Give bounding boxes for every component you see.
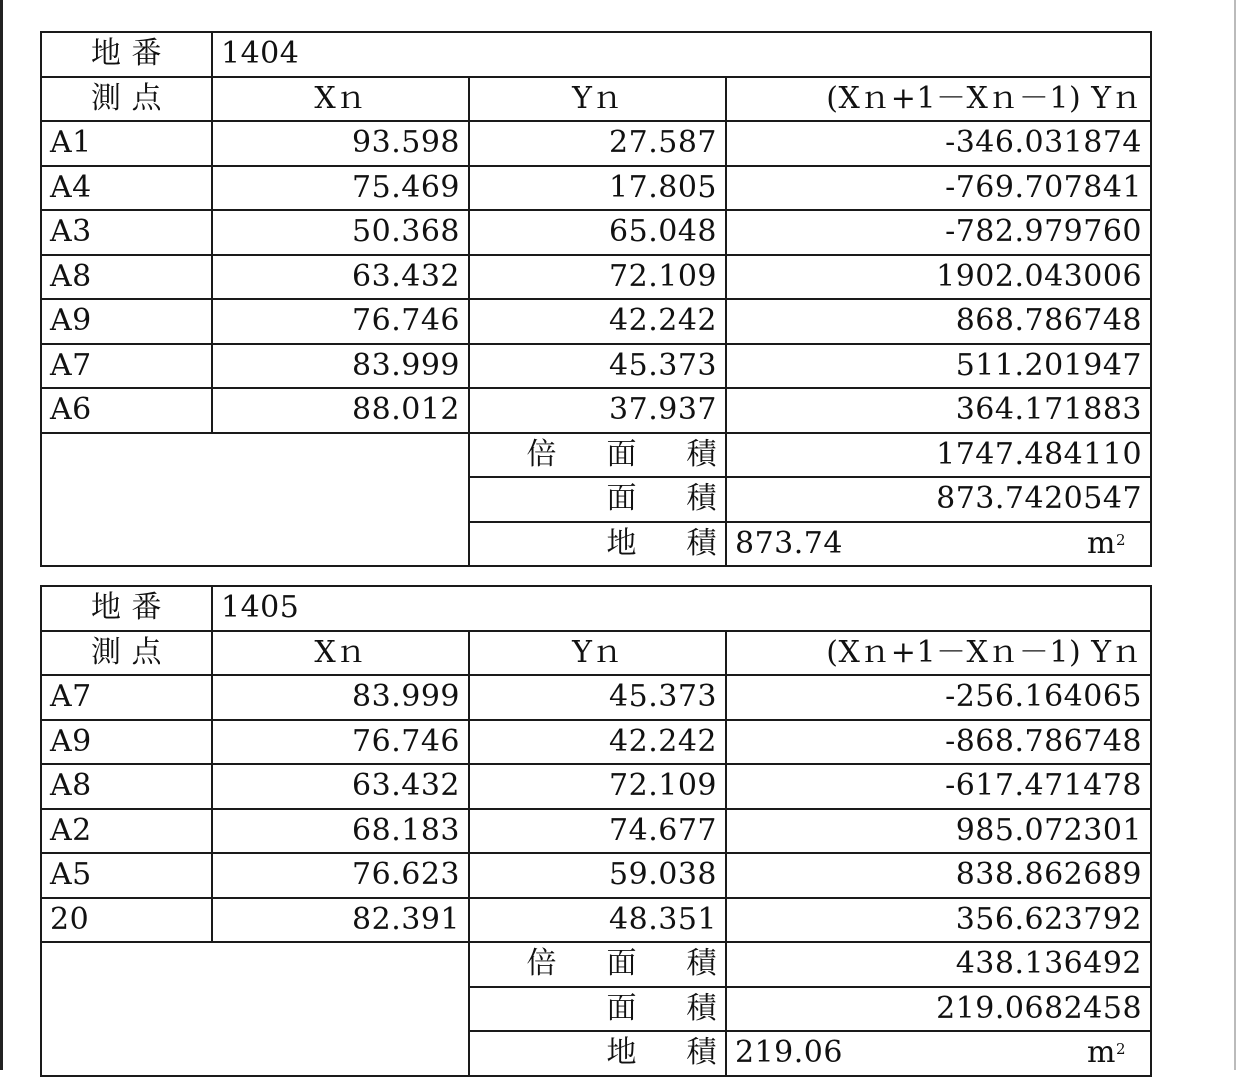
table-row: [41, 898, 1151, 943]
lot-number: 1405: [212, 586, 1151, 631]
point-cell: A6: [41, 388, 212, 433]
point-cell: A4: [41, 166, 212, 211]
header-row: [41, 77, 1151, 122]
yn-cell: 59.038: [469, 853, 726, 898]
xn-cell: 76.746: [212, 299, 469, 344]
table-row: [41, 121, 1151, 166]
area-table-1405: [40, 585, 1152, 1077]
product-cell: -617.471478: [726, 764, 1151, 809]
area-table-1404: [40, 31, 1152, 567]
table-row: [41, 720, 1151, 765]
header-formula: (Xｎ+1－Xｎ－1) Yｎ: [726, 631, 1151, 676]
double-area-value: 438.136492: [726, 942, 1151, 987]
table-row: [41, 210, 1151, 255]
point-cell: A1: [41, 121, 212, 166]
land-area-label: 地 積: [469, 522, 726, 567]
yn-cell: 42.242: [469, 299, 726, 344]
product-cell: -769.707841: [726, 166, 1151, 211]
point-cell: A8: [41, 255, 212, 300]
product-cell: -782.979760: [726, 210, 1151, 255]
yn-cell: 72.109: [469, 764, 726, 809]
product-cell: -346.031874: [726, 121, 1151, 166]
square-meter-unit: $m^2$: [1087, 1035, 1127, 1070]
product-cell: 364.171883: [726, 388, 1151, 433]
double-area-row: [41, 942, 1151, 987]
product-cell: -256.164065: [726, 675, 1151, 720]
yn-cell: 72.109: [469, 255, 726, 300]
product-cell: -868.786748: [726, 720, 1151, 765]
header-xn: Xｎ: [212, 77, 469, 122]
square-meter-unit: $m^2$: [1087, 525, 1127, 561]
table-row: [41, 675, 1151, 720]
header-yn: Yｎ: [469, 631, 726, 676]
header-formula: (Xｎ+1－Xｎ－1) Yｎ: [726, 77, 1151, 122]
table-row: [41, 344, 1151, 389]
product-cell: 868.786748: [726, 299, 1151, 344]
table-row: [41, 809, 1151, 854]
lot-row: [41, 32, 1151, 77]
product-cell: 985.072301: [726, 809, 1151, 854]
yn-cell: 48.351: [469, 898, 726, 943]
product-cell: 838.862689: [726, 853, 1151, 898]
point-cell: A3: [41, 210, 212, 255]
point-cell: A7: [41, 344, 212, 389]
point-cell: 20: [41, 898, 212, 943]
area-value: 873.7420547: [726, 477, 1151, 522]
area-value: 219.0682458: [726, 987, 1151, 1032]
double-area-label: 倍 面 積: [469, 942, 726, 987]
point-cell: A5: [41, 853, 212, 898]
header-point: 測 点: [41, 77, 212, 122]
table-row: [41, 764, 1151, 809]
table-row: [41, 255, 1151, 300]
header-yn: Yｎ: [469, 77, 726, 122]
product-cell: 356.623792: [726, 898, 1151, 943]
xn-cell: 82.391: [212, 898, 469, 943]
lot-number: 1404: [212, 32, 1151, 77]
xn-cell: 93.598: [212, 121, 469, 166]
data-rows: [41, 121, 1151, 433]
lot-row: [41, 586, 1151, 631]
point-cell: A9: [41, 720, 212, 765]
table-row: [41, 299, 1151, 344]
blank-cell: [41, 433, 469, 567]
product-cell: 511.201947: [726, 344, 1151, 389]
yn-cell: 45.373: [469, 675, 726, 720]
scan-edge-left: [0, 0, 3, 1070]
xn-cell: 50.368: [212, 210, 469, 255]
xn-cell: 83.999: [212, 675, 469, 720]
table-row: [41, 166, 1151, 211]
table-row: [41, 388, 1151, 433]
header-xn: Xｎ: [212, 631, 469, 676]
land-area-value: 873.74 $m^2$: [726, 522, 1151, 567]
yn-cell: 65.048: [469, 210, 726, 255]
xn-cell: 75.469: [212, 166, 469, 211]
xn-cell: 76.746: [212, 720, 469, 765]
point-cell: A7: [41, 675, 212, 720]
xn-cell: 76.623: [212, 853, 469, 898]
xn-cell: 83.999: [212, 344, 469, 389]
yn-cell: 17.805: [469, 166, 726, 211]
area-label: 面 積: [469, 477, 726, 522]
lot-label: 地 番: [41, 586, 212, 631]
area-label: 面 積: [469, 987, 726, 1032]
double-area-row: [41, 433, 1151, 478]
blank-cell: [41, 942, 469, 1076]
xn-cell: 63.432: [212, 255, 469, 300]
yn-cell: 27.587: [469, 121, 726, 166]
table-row: [41, 853, 1151, 898]
yn-cell: 42.242: [469, 720, 726, 765]
double-area-label: 倍 面 積: [469, 433, 726, 478]
yn-cell: 74.677: [469, 809, 726, 854]
header-point: 測 点: [41, 631, 212, 676]
xn-cell: 63.432: [212, 764, 469, 809]
lot-label: 地 番: [41, 32, 212, 77]
yn-cell: 45.373: [469, 344, 726, 389]
header-row: [41, 631, 1151, 676]
product-cell: 1902.043006: [726, 255, 1151, 300]
xn-cell: 68.183: [212, 809, 469, 854]
point-cell: A8: [41, 764, 212, 809]
land-area-label: 地 積: [469, 1031, 726, 1076]
yn-cell: 37.937: [469, 388, 726, 433]
data-rows: [41, 675, 1151, 942]
land-area-value: 219.06 $m^2$: [726, 1031, 1151, 1076]
point-cell: A9: [41, 299, 212, 344]
xn-cell: 88.012: [212, 388, 469, 433]
point-cell: A2: [41, 809, 212, 854]
double-area-value: 1747.484110: [726, 433, 1151, 478]
